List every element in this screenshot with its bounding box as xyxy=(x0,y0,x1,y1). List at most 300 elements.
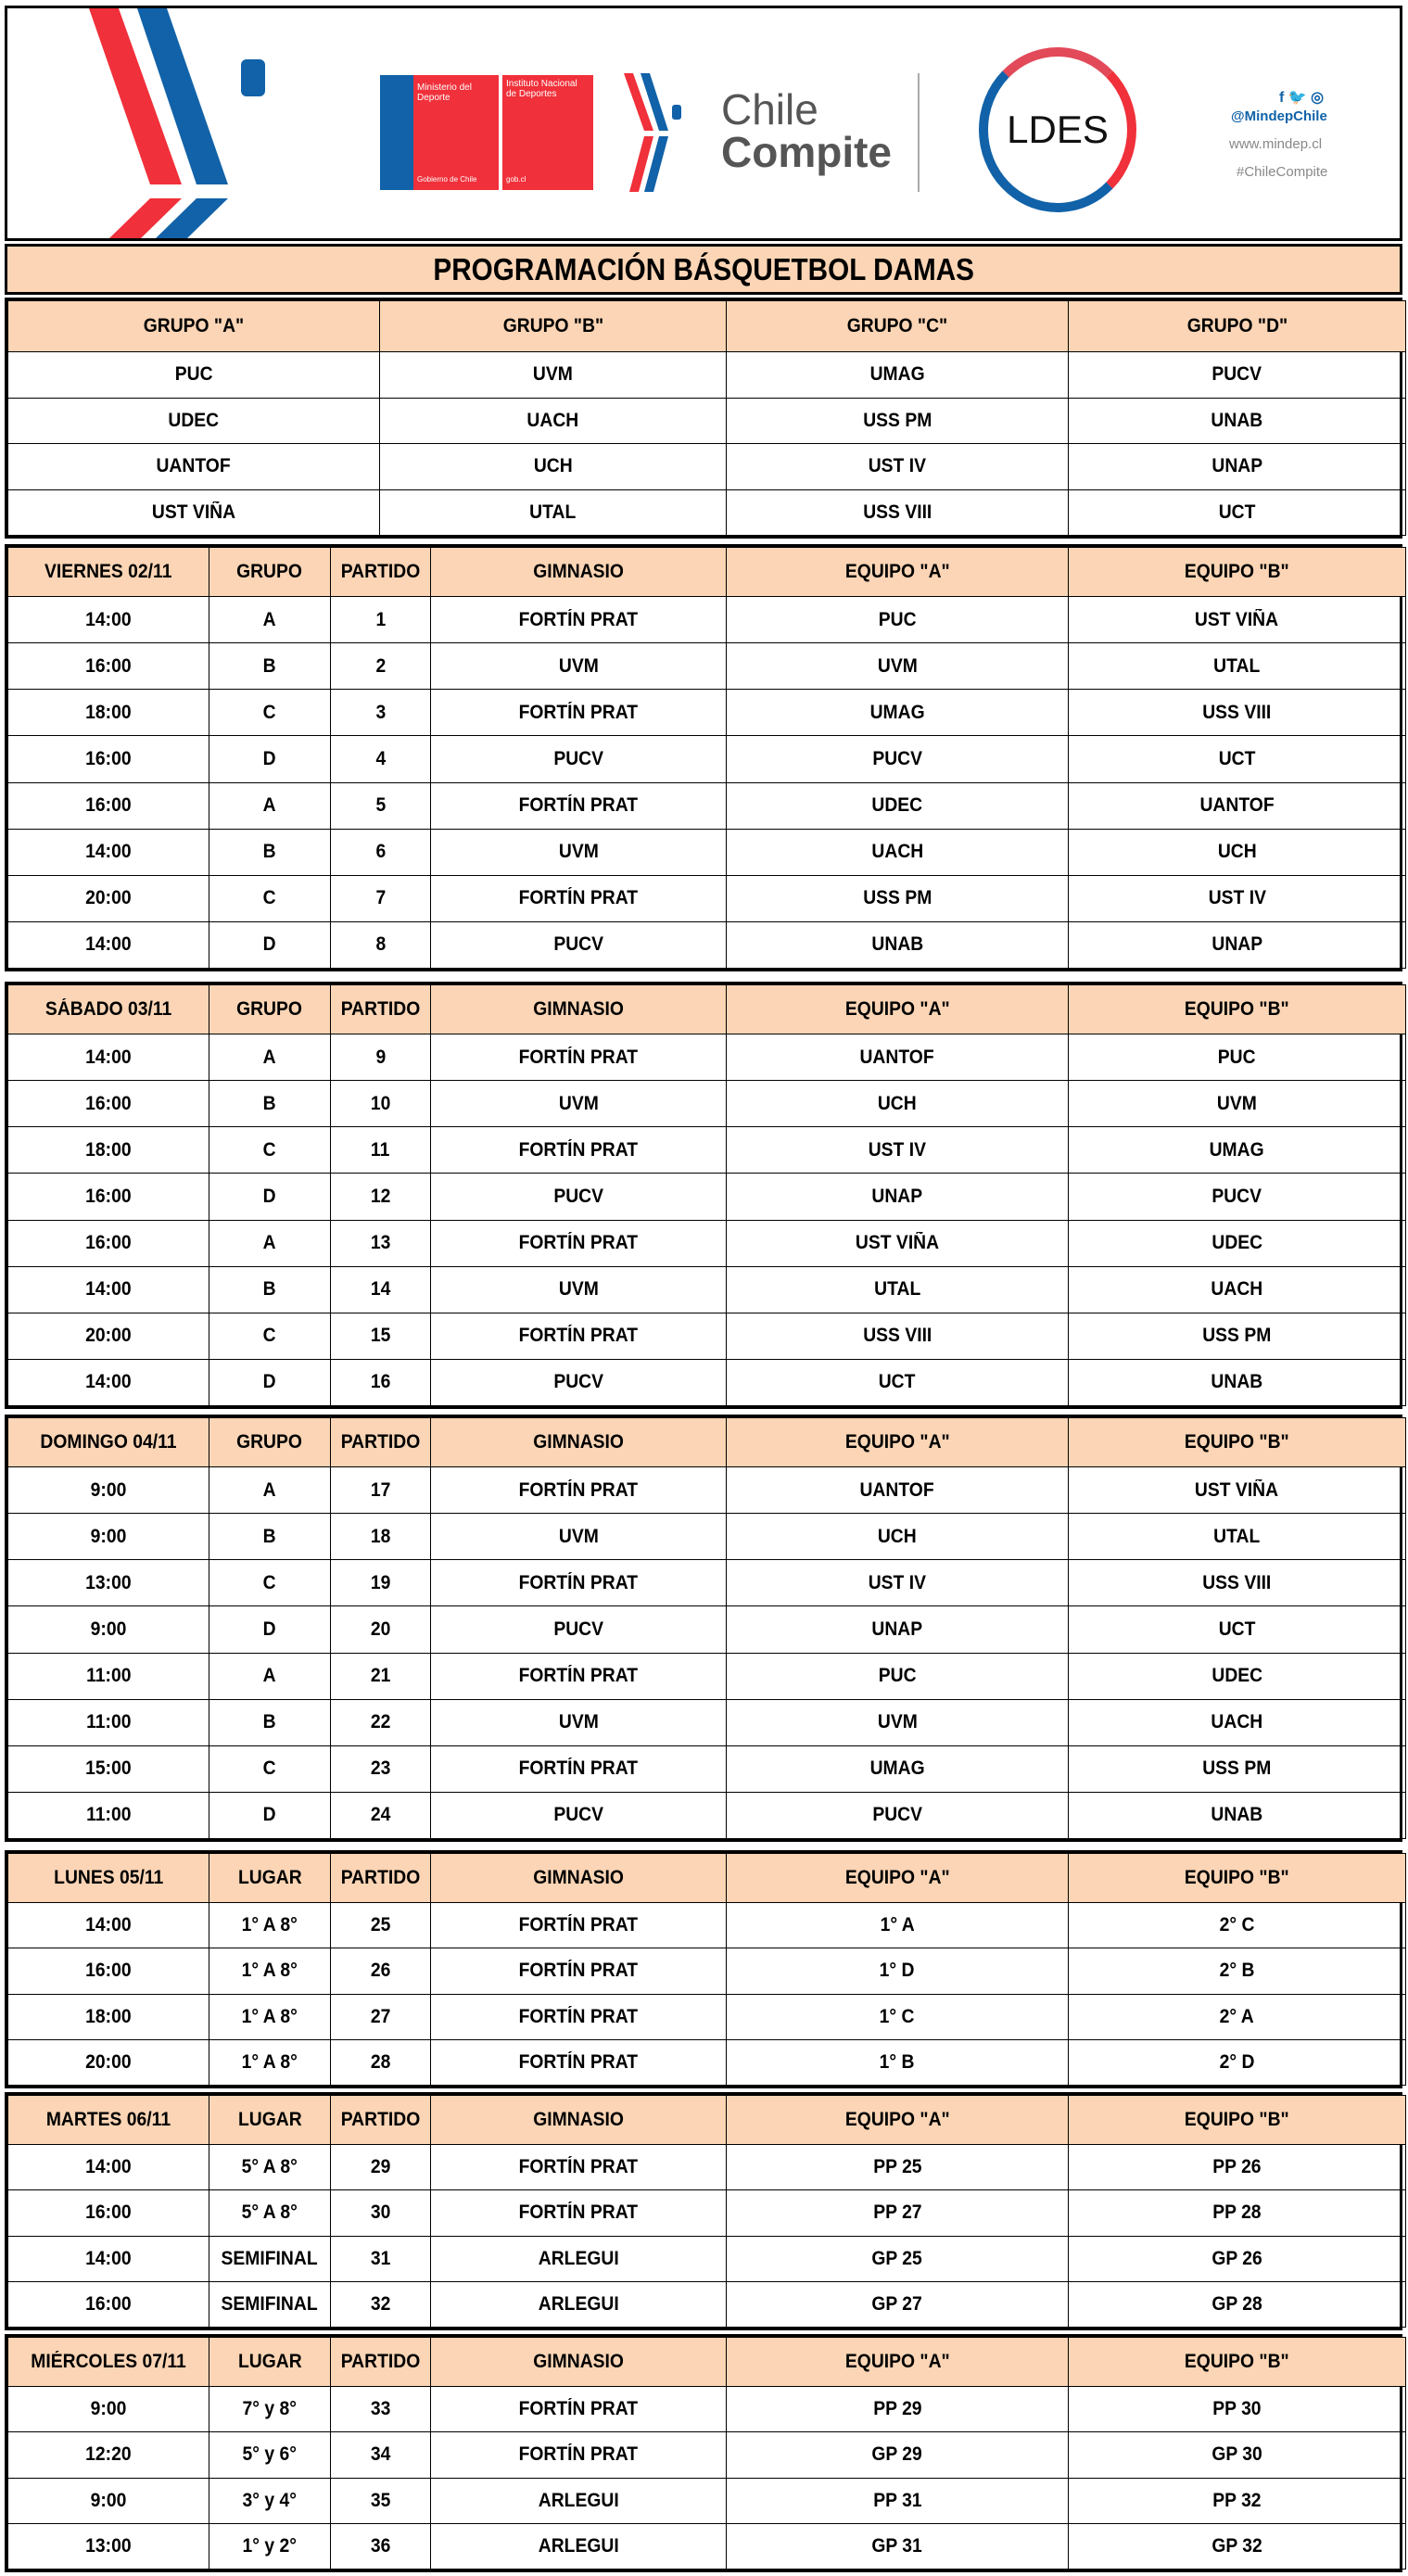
groups-header-row xyxy=(8,301,1406,352)
social-icons: f 🐦 ◎ xyxy=(1279,90,1325,106)
gym-cell xyxy=(431,736,727,782)
gym-cell xyxy=(431,1994,727,2039)
match-number-cell-text: 4 xyxy=(375,747,386,769)
team-a-cell xyxy=(727,1220,1069,1266)
column-header xyxy=(431,985,727,1034)
match-number-cell-text: 20 xyxy=(370,1618,391,1640)
group-cell-text: C xyxy=(263,701,276,723)
time-cell-text: 14:00 xyxy=(85,933,132,956)
gym-cell-text: PUCV xyxy=(553,1618,603,1640)
time-cell xyxy=(8,690,209,736)
table-row xyxy=(8,1699,1406,1745)
column-header xyxy=(727,2338,1069,2387)
column-header-text: MARTES 06/11 xyxy=(45,2109,171,2130)
team-b-cell-text: UDEC xyxy=(1211,1232,1262,1254)
column-header xyxy=(209,1854,331,1903)
team-a-cell xyxy=(727,1266,1069,1313)
time-cell-text: 20:00 xyxy=(85,887,132,909)
group-cell xyxy=(209,2523,331,2569)
time-cell xyxy=(8,643,209,690)
group-cell-text: 7° y 8° xyxy=(242,2398,298,2420)
team-a-cell-text: GP 31 xyxy=(871,2534,923,2557)
team-a-cell-text: UANTOF xyxy=(859,1046,935,1068)
match-number-cell-text: 19 xyxy=(370,1571,391,1593)
time-cell xyxy=(8,1994,209,2039)
column-header xyxy=(727,1418,1069,1467)
team-b-cell-text: USS PM xyxy=(1202,1758,1272,1780)
column-header-text: EQUIPO "A" xyxy=(844,2109,950,2130)
group-cell xyxy=(209,1948,331,1994)
match-number-cell-text: 3 xyxy=(375,701,386,723)
team-a-cell xyxy=(727,1948,1069,1994)
team-b-cell xyxy=(1069,2190,1406,2236)
match-number-cell xyxy=(331,1127,431,1174)
group-team-cell xyxy=(727,398,1069,444)
gym-cell xyxy=(431,1948,727,1994)
team-a-cell xyxy=(727,2432,1069,2478)
ministry-logo xyxy=(380,75,593,190)
column-header xyxy=(431,1418,727,1467)
team-a-cell-text: UANTOF xyxy=(859,1478,935,1501)
gym-cell-text: PUCV xyxy=(553,1804,603,1826)
table-row xyxy=(8,1653,1406,1699)
table-row xyxy=(8,829,1406,875)
group-team-cell-text: UNAB xyxy=(1211,409,1263,431)
match-number-cell-text: 13 xyxy=(370,1232,391,1254)
group-cell-text: A xyxy=(263,1046,276,1068)
column-header-text: EQUIPO "B" xyxy=(1185,2351,1289,2372)
group-cell-text: B xyxy=(263,1525,276,1547)
column-header xyxy=(1069,985,1406,1034)
group-team-cell xyxy=(727,444,1069,490)
team-b-cell xyxy=(1069,2281,1406,2327)
match-number-cell xyxy=(331,1606,431,1653)
column-header-text: GIMNASIO xyxy=(533,561,624,582)
time-cell-text: 16:00 xyxy=(85,747,132,769)
time-cell-text: 11:00 xyxy=(85,1804,132,1826)
social-handle[interactable]: @MindepChile xyxy=(1231,108,1327,124)
gym-cell xyxy=(431,782,727,829)
team-b-cell xyxy=(1069,2432,1406,2478)
group-cell-text: 1° A 8° xyxy=(241,1914,298,1936)
gym-cell-text: FORTÍN PRAT xyxy=(518,2005,639,2027)
team-a-cell-text: PUCV xyxy=(872,1804,922,1826)
team-b-cell-text: PUC xyxy=(1218,1046,1256,1068)
gym-cell-text: PUCV xyxy=(553,1371,603,1393)
team-b-cell-text: UCT xyxy=(1218,747,1256,769)
group-cell xyxy=(209,2281,331,2327)
group-cell-text: C xyxy=(263,1758,276,1780)
group-cell xyxy=(209,1174,331,1220)
team-b-cell xyxy=(1069,1174,1406,1220)
group-cell xyxy=(209,1903,331,1948)
team-b-cell xyxy=(1069,690,1406,736)
match-number-cell xyxy=(331,1514,431,1560)
team-b-cell-text: UST VIÑA xyxy=(1195,1478,1279,1501)
column-header-text: PARTIDO xyxy=(340,1431,421,1453)
schedule-table-lunes xyxy=(5,1850,1402,2088)
group-cell-text: D xyxy=(263,1618,276,1640)
column-header xyxy=(1069,1418,1406,1467)
time-cell-text: 14:00 xyxy=(85,1914,132,1936)
group-header xyxy=(1069,301,1406,352)
group-cell-text: C xyxy=(263,887,276,909)
group-team-cell-text: UDEC xyxy=(168,409,220,431)
group-team-cell-text: UCH xyxy=(533,455,573,477)
match-number-cell xyxy=(331,2432,431,2478)
team-a-cell-text: UCT xyxy=(879,1371,916,1393)
group-cell-text: 1° y 2° xyxy=(242,2534,298,2557)
groups-table xyxy=(5,298,1402,539)
team-a-cell-text: UMAG xyxy=(869,701,925,723)
time-cell-text: 14:00 xyxy=(85,2156,132,2178)
time-cell-text: 11:00 xyxy=(85,1665,132,1687)
team-b-cell-text: UCH xyxy=(1217,841,1257,863)
match-number-cell xyxy=(331,1792,431,1838)
time-cell xyxy=(8,1792,209,1838)
match-number-cell-text: 23 xyxy=(370,1758,391,1780)
group-cell xyxy=(209,875,331,921)
group-cell-text: 1° A 8° xyxy=(241,1960,298,1982)
column-header-text: VIERNES 02/11 xyxy=(44,561,172,582)
group-cell-text: B xyxy=(263,1278,276,1301)
group-header-text: GRUPO "D" xyxy=(1186,315,1287,336)
team-a-cell xyxy=(727,1081,1069,1127)
team-b-cell xyxy=(1069,1313,1406,1359)
table-row xyxy=(8,2236,1406,2281)
group-cell-text: D xyxy=(263,933,276,956)
team-a-cell xyxy=(727,1467,1069,1514)
group-cell-text: A xyxy=(263,1232,276,1254)
match-number-cell-text: 36 xyxy=(370,2534,391,2557)
group-team-cell xyxy=(8,489,380,536)
column-header-text: DOMINGO 04/11 xyxy=(40,1431,177,1453)
gym-cell xyxy=(431,1792,727,1838)
group-cell xyxy=(209,1653,331,1699)
group-cell xyxy=(209,1560,331,1606)
gym-cell xyxy=(431,1606,727,1653)
time-cell-text: 14:00 xyxy=(85,841,132,863)
column-header xyxy=(8,1418,209,1467)
group-cell-text: A xyxy=(263,794,276,817)
schedule-header-row xyxy=(8,548,1406,597)
match-number-cell-text: 17 xyxy=(370,1478,391,1501)
team-a-cell-text: 1° C xyxy=(880,2005,915,2027)
gym-cell-text: ARLEGUI xyxy=(538,2489,619,2511)
gym-cell-text: FORTÍN PRAT xyxy=(518,887,639,909)
gym-cell xyxy=(431,2039,727,2085)
team-b-cell-text: UACH xyxy=(1211,1278,1263,1301)
team-b-cell xyxy=(1069,1653,1406,1699)
table-row xyxy=(8,398,1406,444)
team-a-cell xyxy=(727,2523,1069,2569)
group-header-text: GRUPO "B" xyxy=(502,315,603,336)
time-cell xyxy=(8,736,209,782)
gym-cell-text: FORTÍN PRAT xyxy=(518,2202,639,2224)
time-cell xyxy=(8,829,209,875)
team-a-cell-text: USS VIII xyxy=(862,1325,932,1347)
table-row xyxy=(8,782,1406,829)
team-b-cell xyxy=(1069,782,1406,829)
team-a-cell xyxy=(727,1653,1069,1699)
time-cell-text: 15:00 xyxy=(85,1758,132,1780)
team-a-cell xyxy=(727,2190,1069,2236)
table-row xyxy=(8,1903,1406,1948)
team-b-cell xyxy=(1069,1606,1406,1653)
table-row xyxy=(8,1313,1406,1359)
team-a-cell-text: PUCV xyxy=(872,747,922,769)
match-number-cell xyxy=(331,1359,431,1405)
match-number-cell-text: 27 xyxy=(370,2005,391,2027)
time-cell xyxy=(8,1467,209,1514)
gym-cell-text: FORTÍN PRAT xyxy=(518,794,639,817)
gym-cell xyxy=(431,1745,727,1792)
group-team-cell-text: PUC xyxy=(174,363,213,386)
group-team-cell xyxy=(1069,398,1406,444)
table-row xyxy=(8,2523,1406,2569)
gym-cell xyxy=(431,2478,727,2523)
match-number-cell xyxy=(331,1745,431,1792)
team-b-cell xyxy=(1069,1266,1406,1313)
team-b-cell xyxy=(1069,1792,1406,1838)
column-header-text: GIMNASIO xyxy=(533,998,624,1020)
schedule-table-viernes xyxy=(5,544,1402,971)
group-cell-text: C xyxy=(263,1138,276,1161)
team-a-cell-text: PP 31 xyxy=(872,2489,922,2511)
gym-cell-text: FORTÍN PRAT xyxy=(518,1665,639,1687)
gym-cell xyxy=(431,1174,727,1220)
gym-cell xyxy=(431,1467,727,1514)
team-b-cell-text: UTAL xyxy=(1213,654,1261,677)
schedule-table-sabado xyxy=(5,982,1402,1409)
match-number-cell xyxy=(331,1313,431,1359)
time-cell xyxy=(8,2145,209,2190)
gym-cell-text: FORTÍN PRAT xyxy=(518,608,639,630)
team-a-cell xyxy=(727,1699,1069,1745)
time-cell xyxy=(8,1266,209,1313)
schedule-table-miercoles xyxy=(5,2334,1402,2572)
time-cell xyxy=(8,1313,209,1359)
match-number-cell-text: 33 xyxy=(370,2398,391,2420)
team-b-cell-text: UNAP xyxy=(1211,933,1262,956)
gym-cell xyxy=(431,690,727,736)
team-a-cell-text: UVM xyxy=(877,1711,918,1733)
group-team-cell-text: UTAL xyxy=(529,501,577,523)
team-a-cell xyxy=(727,2236,1069,2281)
group-team-cell xyxy=(8,352,380,399)
time-cell-text: 16:00 xyxy=(85,654,132,677)
group-team-cell-text: UMAG xyxy=(869,363,925,386)
match-number-cell-text: 32 xyxy=(370,2292,391,2315)
team-a-cell-text: PP 27 xyxy=(872,2202,922,2224)
gym-cell-text: FORTÍN PRAT xyxy=(518,1046,639,1068)
column-header xyxy=(331,1854,431,1903)
column-header xyxy=(8,2096,209,2145)
team-a-cell-text: UST IV xyxy=(868,1138,927,1161)
match-number-cell-text: 34 xyxy=(370,2443,391,2466)
team-b-cell xyxy=(1069,1220,1406,1266)
column-header xyxy=(209,2096,331,2145)
match-number-cell xyxy=(331,2523,431,2569)
column-header-text: GRUPO xyxy=(236,998,303,1020)
gym-cell xyxy=(431,1313,727,1359)
group-team-cell xyxy=(1069,352,1406,399)
time-cell xyxy=(8,1560,209,1606)
team-a-cell xyxy=(727,597,1069,643)
time-cell xyxy=(8,1606,209,1653)
match-number-cell-text: 21 xyxy=(370,1665,391,1687)
ldes-logo xyxy=(979,47,1136,212)
column-header xyxy=(331,985,431,1034)
team-a-cell-text: 1° D xyxy=(880,1960,915,1982)
column-header xyxy=(331,548,431,597)
group-cell-text: C xyxy=(263,1571,276,1593)
table-row xyxy=(8,1081,1406,1127)
match-number-cell xyxy=(331,1994,431,2039)
time-cell-text: 14:00 xyxy=(85,1278,132,1301)
time-cell-text: 18:00 xyxy=(85,701,132,723)
team-b-cell-text: UMAG xyxy=(1209,1138,1265,1161)
group-cell xyxy=(209,2039,331,2085)
team-b-cell xyxy=(1069,829,1406,875)
gym-cell-text: FORTÍN PRAT xyxy=(518,1960,639,1982)
group-cell xyxy=(209,1127,331,1174)
team-b-cell xyxy=(1069,2145,1406,2190)
gym-cell xyxy=(431,1034,727,1081)
gym-cell xyxy=(431,1903,727,1948)
team-b-cell xyxy=(1069,1903,1406,1948)
group-cell xyxy=(209,736,331,782)
time-cell-text: 13:00 xyxy=(85,1571,132,1593)
column-header xyxy=(209,985,331,1034)
website-link[interactable]: www.mindep.cl xyxy=(1229,136,1323,152)
time-cell-text: 20:00 xyxy=(85,1325,132,1347)
group-cell xyxy=(209,2387,331,2432)
match-number-cell xyxy=(331,1948,431,1994)
column-header-text: GIMNASIO xyxy=(533,1867,624,1888)
team-b-cell-text: UST VIÑA xyxy=(1195,608,1279,630)
match-number-cell xyxy=(331,782,431,829)
group-team-cell-text: UCT xyxy=(1218,501,1256,523)
match-number-cell-text: 22 xyxy=(370,1711,391,1733)
team-b-cell-text: PP 30 xyxy=(1212,2398,1262,2420)
column-header xyxy=(1069,548,1406,597)
table-row xyxy=(8,921,1406,968)
team-b-cell-text: UTAL xyxy=(1213,1525,1261,1547)
gym-cell xyxy=(431,2281,727,2327)
gym-cell xyxy=(431,2236,727,2281)
table-row xyxy=(8,1467,1406,1514)
match-number-cell-text: 25 xyxy=(370,1914,391,1936)
group-team-cell xyxy=(380,489,727,536)
time-cell xyxy=(8,2190,209,2236)
match-number-cell-text: 8 xyxy=(375,933,386,956)
team-a-cell xyxy=(727,1903,1069,1948)
team-a-cell-text: UNAP xyxy=(871,1618,923,1640)
column-header xyxy=(727,985,1069,1034)
time-cell xyxy=(8,2523,209,2569)
team-b-cell-text: GP 30 xyxy=(1211,2443,1262,2466)
group-cell xyxy=(209,597,331,643)
time-cell xyxy=(8,1653,209,1699)
match-number-cell xyxy=(331,1220,431,1266)
team-b-cell-text: UANTOF xyxy=(1199,794,1275,817)
time-cell-text: 18:00 xyxy=(85,1138,132,1161)
gym-cell-text: FORTÍN PRAT xyxy=(518,2398,639,2420)
team-b-cell xyxy=(1069,1127,1406,1174)
group-team-cell xyxy=(380,352,727,399)
column-header xyxy=(727,2096,1069,2145)
table-row xyxy=(8,2281,1406,2327)
team-a-cell xyxy=(727,782,1069,829)
column-header-text: EQUIPO "B" xyxy=(1185,1431,1289,1453)
time-cell-text: 16:00 xyxy=(85,1960,132,1982)
column-header-text: LUNES 05/11 xyxy=(53,1867,164,1888)
table-row xyxy=(8,1560,1406,1606)
column-header-text: GRUPO xyxy=(236,561,303,582)
group-cell-text: 5° y 6° xyxy=(242,2443,298,2466)
time-cell xyxy=(8,2387,209,2432)
team-b-cell-text: GP 26 xyxy=(1211,2247,1262,2269)
team-a-cell-text: USS PM xyxy=(862,887,932,909)
gobierno-label: Gobierno de Chile xyxy=(417,175,477,184)
team-a-cell-text: PUC xyxy=(878,1665,917,1687)
group-cell-text: SEMIFINAL xyxy=(221,2292,319,2315)
team-a-cell-text: UNAB xyxy=(871,933,923,956)
team-a-cell-text: UNAP xyxy=(871,1185,923,1207)
column-header-text: EQUIPO "B" xyxy=(1185,998,1289,1020)
time-cell xyxy=(8,1174,209,1220)
group-cell-text: 5° A 8° xyxy=(241,2202,298,2224)
gym-cell-text: PUCV xyxy=(553,747,603,769)
column-header-text: PARTIDO xyxy=(340,1867,421,1888)
table-row xyxy=(8,1034,1406,1081)
match-number-cell xyxy=(331,1266,431,1313)
team-b-cell-text: UNAB xyxy=(1211,1804,1263,1826)
gym-cell-text: UVM xyxy=(558,841,599,863)
group-cell-text: 1° A 8° xyxy=(241,2050,298,2073)
team-b-cell xyxy=(1069,2236,1406,2281)
ministry-label: Ministerio del Deporte xyxy=(417,82,472,103)
group-team-cell xyxy=(727,489,1069,536)
team-a-cell-text: UDEC xyxy=(871,794,923,817)
team-a-cell xyxy=(727,1174,1069,1220)
group-team-cell-text: UANTOF xyxy=(156,455,232,477)
column-header-text: EQUIPO "A" xyxy=(844,561,950,582)
group-cell xyxy=(209,1699,331,1745)
team-b-cell xyxy=(1069,1699,1406,1745)
team-a-cell xyxy=(727,875,1069,921)
time-cell xyxy=(8,2432,209,2478)
group-cell xyxy=(209,1266,331,1313)
column-header xyxy=(727,548,1069,597)
match-number-cell-text: 29 xyxy=(370,2156,391,2178)
table-row xyxy=(8,690,1406,736)
match-number-cell xyxy=(331,597,431,643)
group-cell-text: 5° A 8° xyxy=(241,2156,298,2178)
time-cell xyxy=(8,2281,209,2327)
match-number-cell xyxy=(331,1653,431,1699)
gym-cell-text: UVM xyxy=(558,1278,599,1301)
group-team-cell-text: UNAP xyxy=(1211,455,1262,477)
time-cell xyxy=(8,2478,209,2523)
group-team-cell xyxy=(380,398,727,444)
group-team-cell xyxy=(1069,444,1406,490)
gym-cell-text: FORTÍN PRAT xyxy=(518,1571,639,1593)
column-header-text: LUGAR xyxy=(237,1867,302,1888)
time-cell-text: 16:00 xyxy=(85,794,132,817)
team-b-cell xyxy=(1069,643,1406,690)
